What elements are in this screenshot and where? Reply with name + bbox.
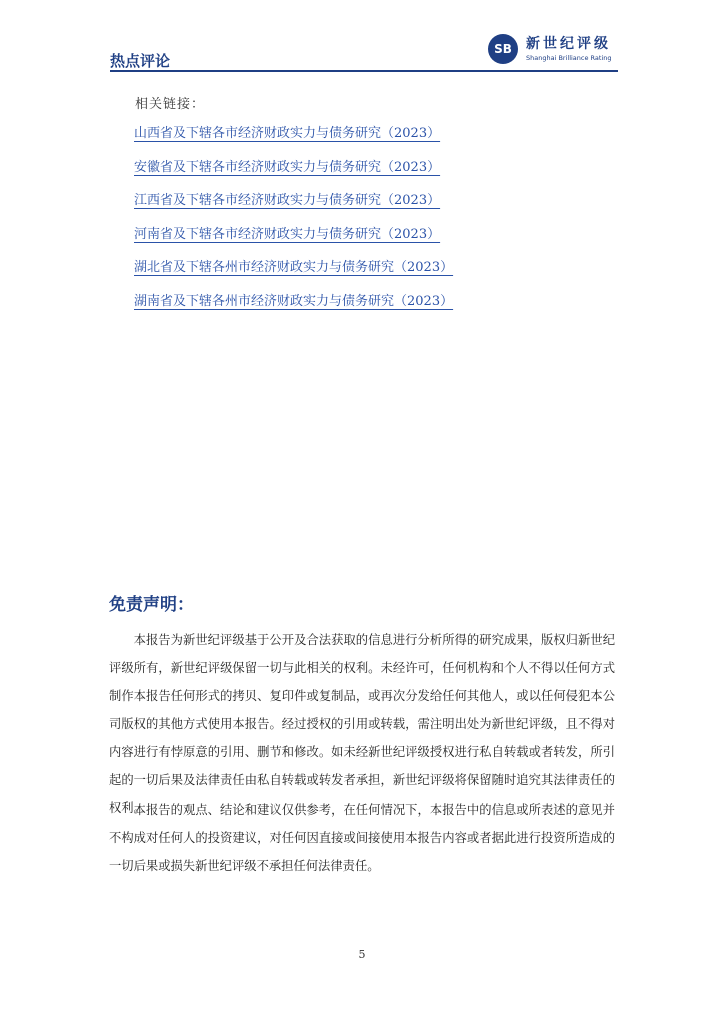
disclaimer-paragraph-copyright: 本报告为新世纪评级基于公开及合法获取的信息进行分析所得的研究成果，版权归新世纪评级所有，新世纪评级保留一切与此相关的权利。未经许可，任何机构和个人不得以任何方式制作本报告任何形式的拷贝、复印件或复制品，或再次分发给任何其他人，或以任何侵犯本公司版权的其他方式使用本报告。经过授权的引用或转载，需注明出处为新世纪评级，且不得对内容进行有悖原意的引用、删节和修改。如未经新世纪评级授权进行私自转载或者转发，所引起的一切后果及法律责任由私自转载或转发者承担，新世纪评级将保留随时追究其法律责任的权利。 (109, 633, 615, 815)
section-label: 热点评论 (110, 52, 171, 70)
logo-text: 新世纪评级 (526, 36, 611, 52)
related-link-hubei[interactable]: 湖北省及下辖各州市经济财政实力与债务研究（2023） (134, 260, 454, 276)
logo-emblem-icon: SB (488, 34, 518, 64)
related-link-henan[interactable]: 河南省及下辖各市经济财政实力与债务研究（2023） (134, 226, 441, 242)
related-links-list (134, 126, 453, 328)
related-links-title: 相关链接： (135, 97, 206, 112)
disclaimer-paragraph-liability: 本报告的观点、结论和建议仅供参考，在任何情况下，本报告中的信息或所表述的意见并不构成对任何人的投资建议，对任何因直接或间接使用本报告内容或者据此进行投资所造成的一切后果或损失新世纪评级不承担任何法律责任。 (109, 803, 615, 873)
related-link-shanxi[interactable]: 山西省及下辖各市经济财政实力与债务研究（2023） (134, 126, 441, 141)
related-link-jiangxi[interactable]: 江西省及下辖各市经济财政实力与债务研究（2023） (134, 193, 441, 209)
related-link-anhui[interactable]: 安徽省及下辖各市经济财政实力与债务研究（2023） (134, 159, 441, 175)
page-header (110, 30, 618, 72)
brand-logo (488, 32, 618, 68)
related-link-hunan[interactable]: 湖南省及下辖各州市经济财政实力与债务研究（2023） (134, 293, 454, 309)
logo-subtitle: Shanghai Brilliance Rating (526, 54, 612, 62)
header-divider (110, 70, 618, 72)
page-number: 5 (358, 948, 366, 961)
disclaimer-heading: 免责声明： (109, 595, 194, 615)
